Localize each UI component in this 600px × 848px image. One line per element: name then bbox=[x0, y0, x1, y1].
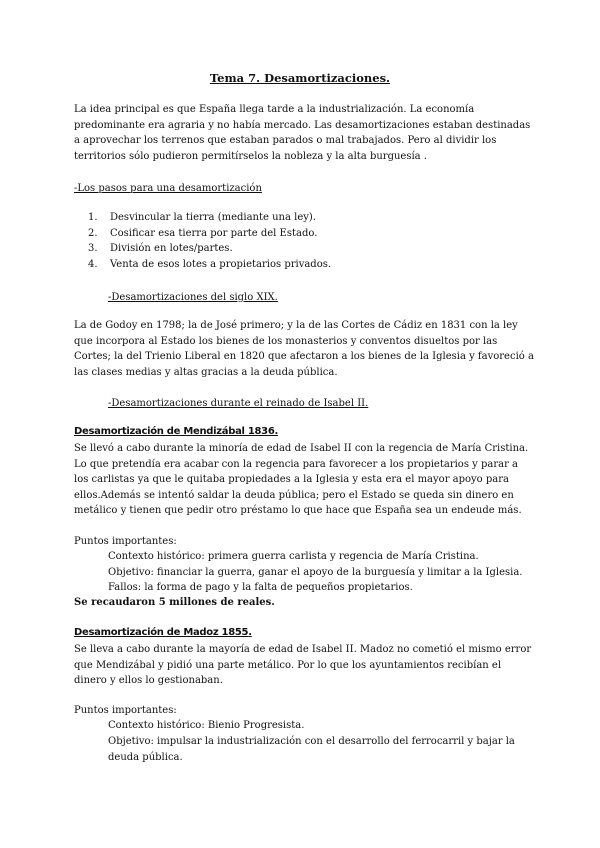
madoz-heading: Desamortización de Madoz 1855. bbox=[74, 627, 252, 638]
list-item: 2. Cosificar esa tierra por parte del Estado. bbox=[88, 227, 318, 239]
page-title: Tema 7. Desamortizaciones. bbox=[209, 71, 391, 85]
madoz-paragraph: Se lleva a cabo durante la mayoría de edad de Isabel II. Madoz no cometió el mismo error que Mendizábal y pidió una parte metálico. Por lo que los ayuntamientos recibían el dinero y ellos lo gestionaban. bbox=[74, 644, 532, 686]
mendizabal-paragraph: Se llevó a cabo durante la minoría de edad de Isabel II con la regencia de María Cristina. Lo que pretendía era acabar con la regencia para favorecer a los propietarios y parar a los carlistas ya que le quitaba propiedades a la Iglesia y esta era el mayor apoyo para ellos.Además se intentó saldar la deuda pública; pero el Estado se queda sin dinero en metálico y tienen que pedir otro préstamo lo que hace que España sea un endeude más. bbox=[74, 443, 529, 516]
madoz-puntos-label: Puntos importantes: bbox=[74, 705, 177, 716]
madoz-punto-contexto: Contexto histórico: Bienio Progresista. bbox=[108, 720, 305, 731]
mendizabal-punto-contexto: Contexto histórico: primera guerra carlista y regencia de María Cristina. bbox=[108, 551, 479, 562]
isabel-heading: -Desamortizaciones durante el reinado de Isabel II. bbox=[108, 398, 369, 409]
intro-paragraph: La idea principal es que España llega tarde a la industrialización. La economía predominante era agraria y no había mercado. Las desamortizaciones estaban destinadas a aprovechar los terrenos que estaban parados o mal trabajados. Pero al dividir los territorios sólo pudieron permitírselos la nobleza y la alta burguesía . bbox=[74, 104, 531, 162]
madoz-punto-objetivo: Objetivo: impulsar la industrialización con el desarrollo del ferrocarril y bajar la deuda pública. bbox=[108, 736, 515, 763]
mendizabal-punto-objetivo: Objetivo: financiar la guerra, ganar el apoyo de la burguesía y limitar a la Iglesia. bbox=[108, 567, 523, 578]
pasos-heading: -Los pasos para una desamortización bbox=[74, 183, 262, 194]
siglo-paragraph: La de Godoy en 1798; la de José primero; y la de las Cortes de Cádiz en 1831 con la ley que incorpora al Estado los bienes de los monasterios y conventos disueltos por las Cortes; la del Trienio Liberal en 1820 que afectaron a los bienes de la Iglesia y favoreció a las clases medias y altas gracias a la deuda pública. bbox=[74, 320, 534, 378]
pasos-list bbox=[88, 210, 331, 272]
mendizabal-punto-fallos: Fallos: la forma de pago y la falta de pequeños propietarios. bbox=[108, 582, 413, 593]
list-item: 1. Desvincular la tierra (mediante una ley). bbox=[88, 212, 316, 223]
list-item: 3. División en lotes/partes. bbox=[88, 243, 233, 254]
mendizabal-resultado: Se recaudaron 5 millones de reales. bbox=[74, 597, 275, 608]
mendizabal-puntos-label: Puntos importantes: bbox=[74, 536, 177, 547]
list-item: 4. Venta de esos lotes a propietarios privados. bbox=[88, 258, 332, 270]
mendizabal-heading: Desamortización de Mendizábal 1836. bbox=[74, 426, 278, 437]
siglo-heading: -Desamortizaciones del siglo XIX. bbox=[108, 292, 278, 303]
